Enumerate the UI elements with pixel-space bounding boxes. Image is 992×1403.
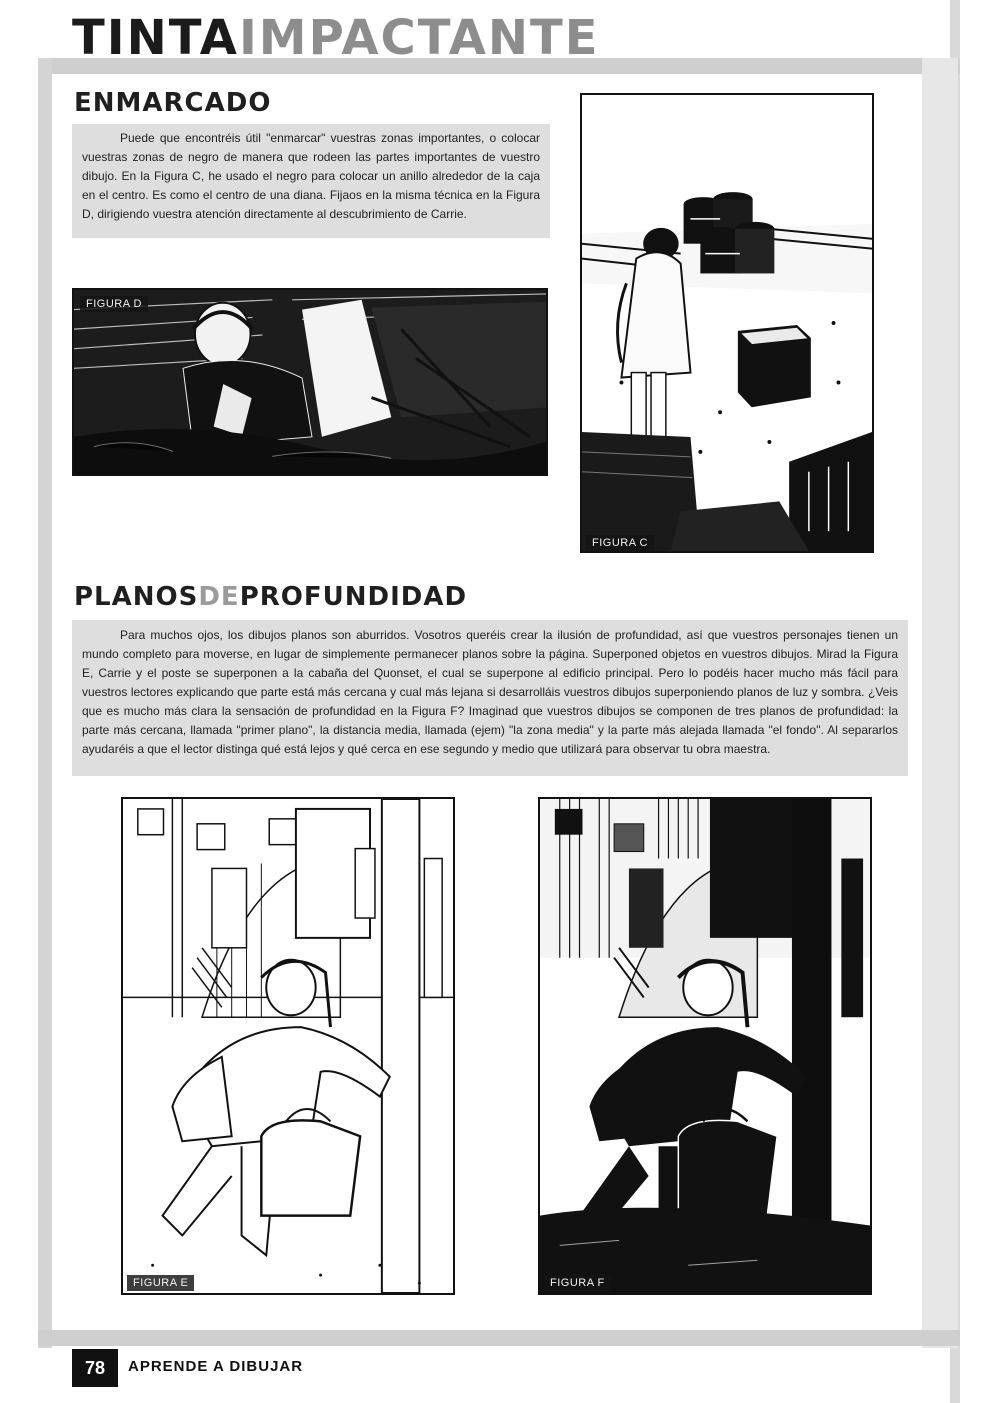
figure-c-panel xyxy=(580,93,874,553)
figure-c-illustration xyxy=(582,95,872,551)
figure-f-label: FIGURA F xyxy=(544,1275,611,1291)
publication-name: APRENDE A DIBUJAR xyxy=(128,1358,304,1375)
right-frame-band xyxy=(922,58,958,1348)
header-title-dark: TINTA xyxy=(72,10,239,66)
section-title-enmarcado: ENMARCADO xyxy=(74,88,272,118)
left-frame-band xyxy=(38,58,52,1348)
section2-body: Para muchos ojos, los dibujos planos son aburridos. Vosotros queréis crear la ilusión de profundidad, así que vuestros personajes tienen un mundo completo para moverse, en lugar de simplemente permanecer planos sobre la página. Superponed objetos en vuestros dibujos. Mirad la Figura E, Carrie y el poste se superponen a la cabaña del Quonset, el cual se superpone al edificio principal. Pero lo podéis hacer mucho más fácil para vuestros lectores explicando que parte está más cercana y cual más lejana si desarrolláis vuestros dibujos superponiendo planos de luz y sombra. ¿Veis que es mucho más clara la sensación de profundidad en la Figura F? Imaginad que vuestros dibujos se componen de tres planos de profundidad: la parte más cercana, llamada "primer plano", la distancia media, llamada (ejem) "la zona media" y la parte más alejada llamada "el fondo". Al separarlos ayudaréis a que el lector distinga qué está lejos y qué cerca en ese segundo y medio que utilizará para observar tu obra maestra. xyxy=(72,620,908,776)
figure-f-illustration xyxy=(540,799,870,1293)
section2-title-part1: PLANOS xyxy=(74,582,199,612)
figure-d-label: FIGURA D xyxy=(80,296,148,312)
section2-title-part3: PROFUNDIDAD xyxy=(239,582,468,612)
figure-e-panel xyxy=(121,797,455,1295)
page-header xyxy=(72,12,600,64)
figure-c-label: FIGURA C xyxy=(586,535,654,551)
section2-title-part2: DE xyxy=(198,582,240,612)
bottom-frame-band xyxy=(38,1330,960,1346)
figure-d-panel xyxy=(72,288,548,476)
header-title-light: IMPACTANTE xyxy=(238,10,600,66)
figure-e-illustration xyxy=(123,799,453,1293)
section1-body: Puede que encontréis útil "enmarcar" vuestras zonas importantes, o colocar vuestras zonas de negro de manera que rodeen las partes importantes de vuestro dibujo. En la Figura C, he usado el negro para colocar un anillo alrededor de la caja en el centro. Es como el centro de una diana. Fijaos en la misma técnica en la Figura D, dirigiendo vuestra atención directamente al descubrimiento de Carrie. xyxy=(72,124,550,238)
figure-f-panel xyxy=(538,797,872,1295)
page-number: 78 xyxy=(72,1349,118,1387)
figure-d-illustration xyxy=(74,290,546,474)
section-title-planos-de-profundidad xyxy=(74,582,467,612)
figure-e-label: FIGURA E xyxy=(127,1275,194,1291)
